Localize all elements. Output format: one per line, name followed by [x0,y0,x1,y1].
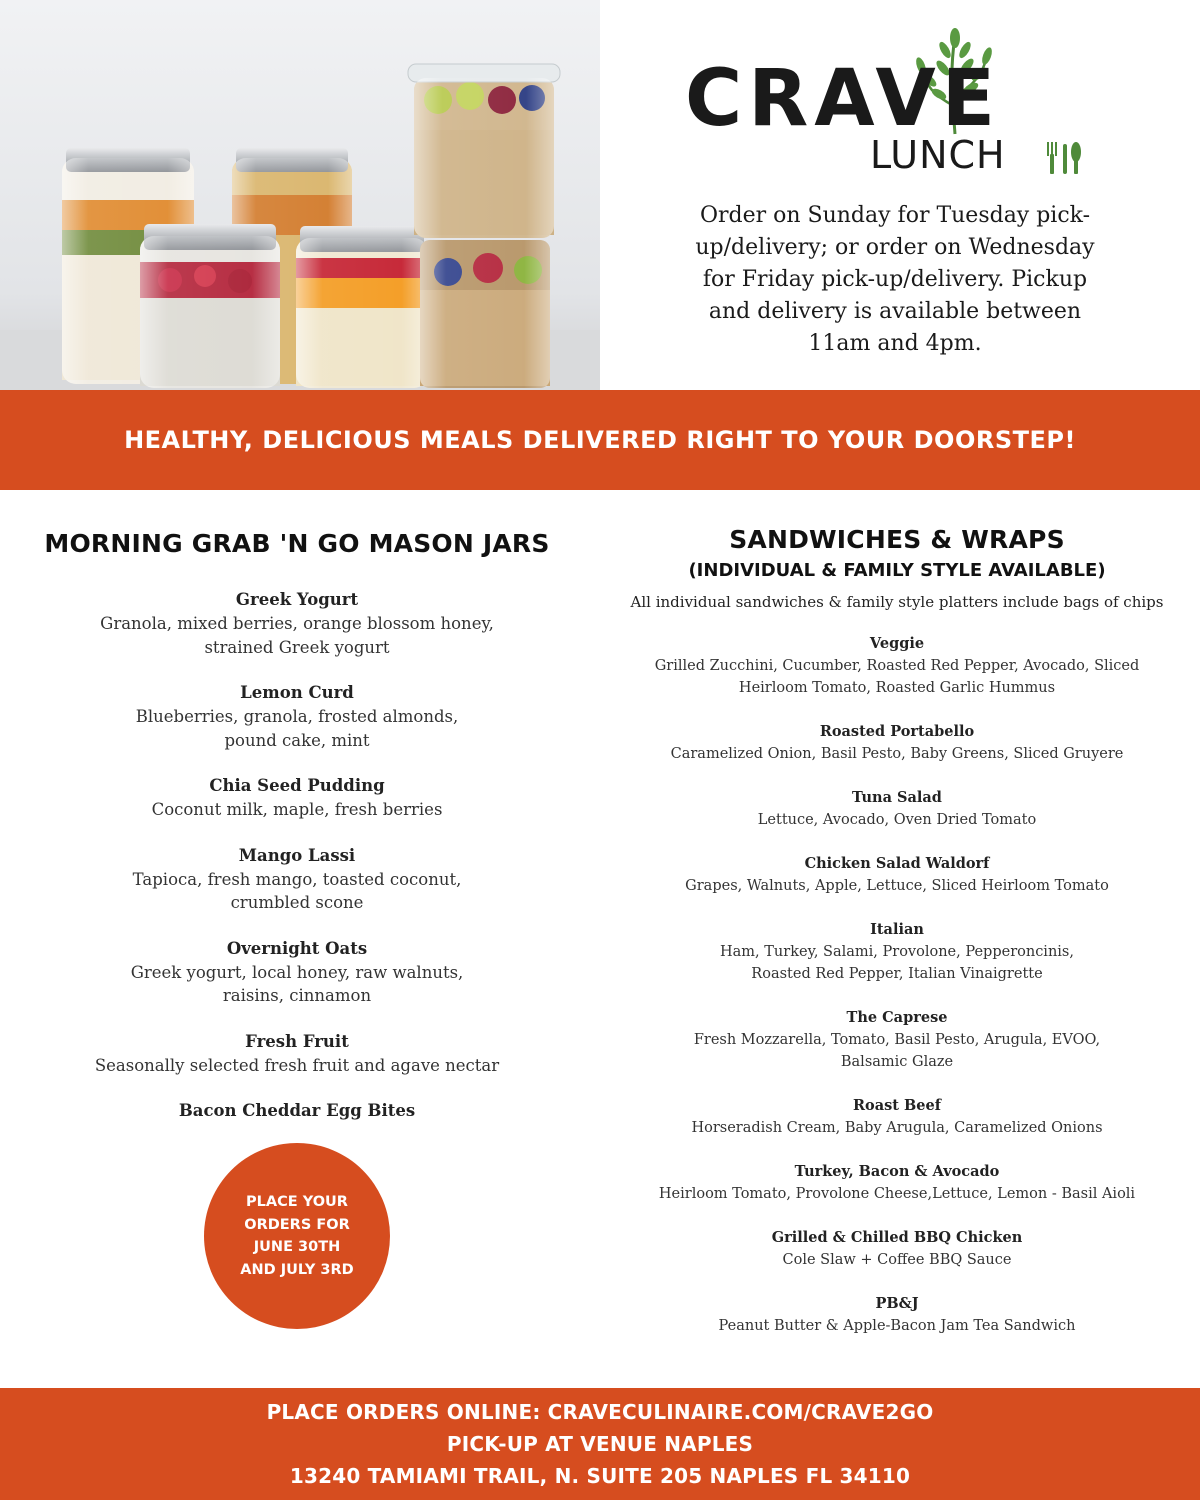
desc-line: Peanut Butter & Apple-Bacon Jam Tea Sandwich [718,1318,1076,1334]
pickup-address: 13240 TAMIAMI TRAIL, N. SUITE 205 NAPLES FL 34110 [289,1464,911,1488]
desc-line: Roasted Red Pepper, Italian Vinaigrette [751,966,1043,982]
desc-line: Heirloom Tomato, Roasted Garlic Hummus [738,680,1056,696]
menu-item-name: Turkey, Bacon & Avocado [794,1163,1000,1180]
menu-item-desc [594,1029,1200,1073]
badge-line: ORDERS FOR [244,1216,350,1233]
pickup-location: PICK-UP AT VENUE NAPLES [446,1432,754,1456]
sandwiches-menu [594,525,1200,1359]
mason-jars-title: MORNING GRAB 'N GO MASON JARS [44,529,550,558]
badge-line: JUNE 30TH [253,1239,341,1255]
menu-item-name: Greek Yogurt [235,590,359,609]
ordering-footer [0,1388,1200,1500]
mason-jars-illustration [0,0,600,390]
desc-line: Coconut milk, maple, fresh berries [151,800,443,819]
desc-line: Tapioca, fresh mango, toasted coconut, [132,869,462,889]
menu-item-name: Veggie [869,635,925,652]
desc-line: strained Greek yogurt [204,637,390,657]
desc-line: pound cake, mint [224,730,370,750]
menu-item [594,787,1200,831]
menu-item [594,1293,1200,1337]
desc-line: Granola, mixed berries, orange blossom honey, [100,614,494,633]
menu-item-name: The Caprese [846,1009,948,1026]
menu-item [0,844,594,915]
menu-item-desc [0,961,594,1008]
menu-item-name: Lemon Curd [240,683,354,702]
sandwiches-subtitle: (INDIVIDUAL & FAMILY STYLE AVAILABLE) [688,560,1106,581]
menu-item-desc [594,809,1200,831]
chips-note: All individual sandwiches & family style platters include bags of chips [630,593,1164,611]
menu-item [0,681,594,752]
menu-item-name: Chicken Salad Waldorf [804,855,990,872]
sandwiches-list [594,633,1200,1337]
menu-item-desc [0,1054,594,1078]
menu-item [0,937,594,1008]
logo-subtitle: LUNCH [870,133,1006,177]
menu-item-name: Fresh Fruit [245,1031,349,1051]
menu-item [594,1161,1200,1205]
menu-item [594,853,1200,897]
menu-item-name: Chia Seed Pudding [209,776,385,795]
desc-line: Grilled Zucchini, Cucumber, Roasted Red Pepper, Avocado, Sliced [654,658,1140,674]
menu-item-name: PB&J [875,1295,919,1312]
tagline-text: HEALTHY, DELICIOUS MEALS DELIVERED RIGHT TO YOUR DOORSTEP! [124,426,1076,454]
utensils-icon [1043,138,1083,178]
desc-line: Fresh Mozzarella, Tomato, Basil Pesto, Arugula, EVOO, [693,1032,1101,1048]
menu-item-desc [594,1117,1200,1139]
brand-panel [600,0,1200,390]
menu-item [594,1227,1200,1271]
desc-line: Grapes, Walnuts, Apple, Lettuce, Sliced Heirloom Tomato [685,878,1109,894]
desc-line: Horseradish Cream, Baby Arugula, Caramelized Onions [691,1120,1103,1136]
mason-jars-list [0,588,594,1123]
menu-item [594,721,1200,765]
menu-item-name: Roast Beef [853,1097,941,1114]
menu-item-desc [594,743,1200,765]
desc-line: Lettuce, Avocado, Oven Dried Tomato [757,812,1037,828]
menu-item [594,633,1200,699]
menu-item-desc [594,1315,1200,1337]
badge-line: PLACE YOUR [246,1194,348,1210]
desc-line: Ham, Turkey, Salami, Provolone, Pepperoncinis, [720,944,1074,960]
logo-wordmark: CRAVE [685,54,1002,144]
crave-lunch-logo [685,30,1105,180]
mason-jars-menu [0,525,594,1145]
desc-line: Heirloom Tomato, Provolone Cheese,Lettuce, Lemon - Basil Aioli [658,1186,1136,1202]
menu-item-name: Tuna Salad [852,789,942,806]
desc-line: Caramelized Onion, Basil Pesto, Baby Greens, Sliced Gruyere [670,746,1124,762]
menu-item-desc [594,1249,1200,1271]
menu-item-desc [594,875,1200,897]
sandwiches-title: SANDWICHES & WRAPS [729,525,1065,554]
tagline-banner [0,390,1200,490]
menu-item [0,1030,594,1078]
menu-item [0,774,594,822]
menu-item-name: Italian [870,921,924,938]
desc-line: Greek yogurt, local honey, raw walnuts, [130,962,464,982]
order-dates-badge [204,1143,390,1329]
desc-line: crumbled scone [230,893,364,912]
menu-item-name: Overnight Oats [226,938,368,958]
menu-item-desc [0,705,594,752]
order-dates-text [222,1191,372,1281]
desc-line: Blueberries, granola, frosted almonds, [135,707,459,726]
menu-item-desc [594,655,1200,699]
menu-item-name: Mango Lassi [238,845,356,865]
order-schedule-text: Order on Sunday for Tuesday pick-up/delivery; or order on Wednesday for Friday pick-up/delivery. Pickup and delivery is available between 11am and 4pm. [695,203,1095,356]
order-online-link[interactable]: PLACE ORDERS ONLINE: CRAVECULINAIRE.COM/CRAVE2GO [266,1400,934,1424]
desc-line: Balsamic Glaze [840,1054,954,1070]
desc-line: raisins, cinnamon [222,986,372,1005]
menu-item-desc [594,1183,1200,1205]
mason-jars-photo [0,0,600,390]
menu-item [0,588,594,659]
menu-item [0,1099,594,1123]
menu-item-desc [594,941,1200,985]
menu-item-name: Grilled & Chilled BBQ Chicken [771,1229,1023,1246]
menu-item-name: Bacon Cheddar Egg Bites [178,1101,416,1120]
menu-item [594,919,1200,985]
desc-line: Cole Slaw + Coffee BBQ Sauce [782,1252,1012,1268]
menu-item-desc [0,798,594,822]
menu-item-desc [0,868,594,915]
menu-item-name: Roasted Portabello [819,723,975,740]
menu-item [594,1095,1200,1139]
menu-item [594,1007,1200,1073]
badge-line: AND JULY 3RD [240,1261,354,1278]
desc-line: Seasonally selected fresh fruit and agave nectar [94,1055,500,1075]
menu-item-desc [0,612,594,659]
